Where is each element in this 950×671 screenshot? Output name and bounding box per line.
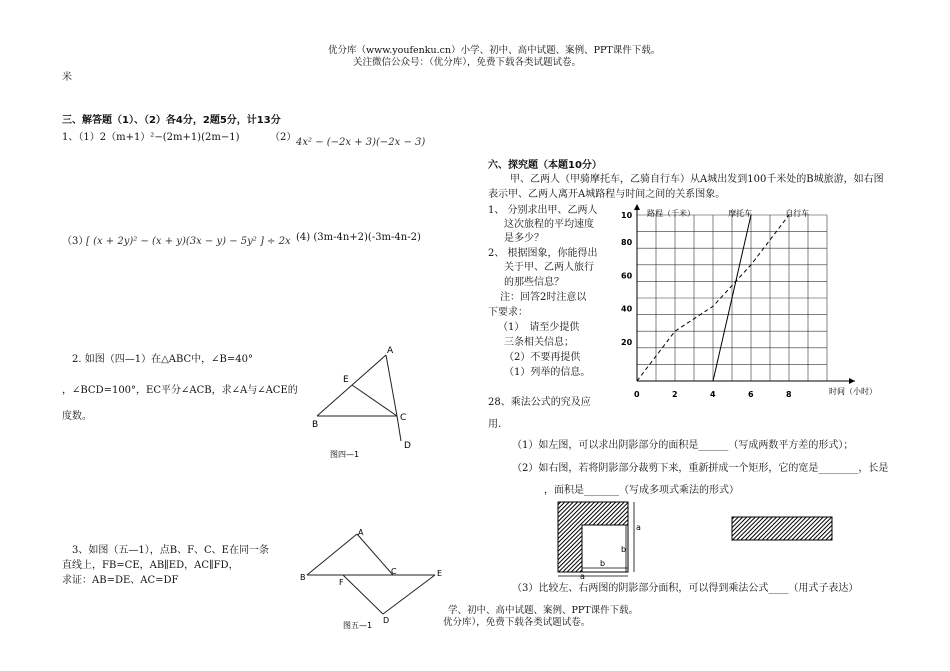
fig5-line-fd	[343, 575, 383, 614]
q3-line3: 求证：AB=DE、AC=DF	[62, 575, 179, 586]
q28-right-figure	[728, 514, 838, 546]
q2-line3: 度数。	[62, 411, 92, 422]
legend-motorcycle: 摩托车	[728, 209, 753, 218]
q28-line2: 用.	[488, 419, 502, 430]
s6-req1-b: 三条相关信息；	[504, 337, 574, 348]
q28-left-figure	[548, 497, 658, 579]
travel-chart	[610, 200, 877, 415]
fig4-label-c: C	[400, 413, 407, 423]
legend-bicycle: 自行车	[785, 209, 810, 218]
q1-part3-label: （3）	[62, 236, 89, 247]
s6-q2-b: 关于甲、乙两人旅行	[504, 262, 594, 273]
q1-part4: (4) (3m-4n+2)(-3m-4n-2)	[296, 232, 421, 243]
s6-req1-a: （1） 请至少提供	[498, 322, 580, 333]
footer-line-2: 优分库），免费下载各类试题试卷。	[443, 617, 591, 628]
fig4-label-b: B	[312, 420, 319, 430]
q1-part2-label: （2）	[270, 132, 297, 143]
s6-q1-a: 1、 分别求出甲、乙两人	[488, 205, 598, 216]
fig5-line-ed	[383, 575, 435, 614]
fig5-label-b: B	[300, 573, 306, 582]
x-tick-label: 2	[672, 390, 678, 399]
s6-note-a: 注：回答2时注意以	[500, 292, 587, 303]
x-tick-label: 4	[710, 390, 716, 399]
fig4-label-e: E	[343, 375, 349, 385]
fig4-label-a: A	[387, 346, 394, 356]
q1-part3-expr: [ (x + 2y)² − (x + y)(3x − y) − 5y² ] ÷ 2x	[86, 236, 291, 247]
y-tick-label: 40	[621, 304, 633, 314]
fig4-label-d: D	[404, 441, 411, 451]
q1-part1: 1、（1）2（m+1）²−(2m+1)(2m−1)	[62, 132, 240, 143]
footer-line-1: 学、初中、高中试题、案例、PPT课件下载。	[448, 605, 639, 616]
dim-b-label-h: b	[600, 559, 606, 568]
q28-p2: （2）如右图，若将阴影部分裁剪下来，重新拼成一个矩形，它的宽是________，长是	[512, 463, 889, 474]
x-axis-arrow	[849, 378, 855, 384]
y-axis-label: 路程（千米）	[647, 209, 695, 218]
q28-p3: （3）比较左、右两图的阴影部分面积，可以得到乘法公式____（用式子表达）	[512, 583, 859, 594]
q3-line1: 3、如图（五—1），点B、F、C、E在同一条	[72, 545, 269, 556]
dim-a-label-h: a	[580, 572, 585, 581]
figure-4-1	[300, 340, 420, 470]
x-tick-label: 0	[634, 390, 640, 399]
fig5-label-f: F	[339, 578, 344, 587]
q1-part2-expr: 4x² − (−2x + 3)(−2x − 3)	[296, 137, 426, 148]
top-fragment: 米	[62, 72, 72, 83]
section6-intro-1: 甲、乙两人（甲骑摩托车，乙骑自行车）从A城出发到100千米处的B城旅游，如右图	[510, 174, 884, 185]
x-tick-label: 8	[786, 390, 792, 399]
y-axis-arrow	[634, 204, 640, 210]
fig5-label-d: D	[383, 616, 390, 625]
q2-line1: 2. 如图（四—1）在△ABC中，∠B=40°	[72, 354, 254, 365]
x-tick-label: 6	[748, 390, 754, 399]
q2-line2: ，∠BCD=100°，EC平分∠ACB，求∠A与∠ACE的	[62, 385, 298, 396]
s6-req2-b: （1）列举的信息。	[504, 367, 591, 378]
fig4-line-ac	[386, 355, 397, 416]
s6-q1-c: 是多少？	[504, 233, 544, 244]
q28-p2b: ，面积是_______（写成多项式乘法的形式）	[544, 485, 739, 496]
s6-q1-b: 这次旅程的平均速度	[504, 219, 594, 230]
fig5-label-e: E	[437, 569, 443, 578]
section3-title: 三、解答题（1）、（2）各4分，2题5分，计13分	[62, 115, 281, 126]
fig5-label-c: C	[391, 567, 397, 576]
q28-p1: （1）如左图，可以求出阴影部分的面积是______（写成两数平方差的形式）；	[512, 440, 854, 451]
q3-line2: 直线上，FB=CE，AB∥ED，AC∥FD，	[62, 560, 239, 571]
fig5-caption: 图五—1	[343, 621, 373, 630]
fig4-line-ab	[317, 355, 386, 416]
header-line-2: 关注微信公众号：（优分库），免费下载各类试题试卷。	[353, 57, 582, 68]
fig4-line-ec	[352, 385, 397, 416]
fig5-label-a: A	[358, 528, 364, 537]
dim-a-label-v: a	[636, 523, 641, 532]
q28-line1: 28、乘法公式的究及应	[488, 397, 591, 408]
y-tick-label: 80	[621, 238, 633, 248]
s6-q2-c: 的那些信息？	[504, 277, 564, 288]
section6-title: 六、探究题（本题10分）	[488, 160, 602, 171]
s6-req2-a: （2）不要再提供	[504, 352, 581, 363]
fig5-line-ac	[357, 534, 393, 575]
y-tick-label: 60	[621, 271, 633, 281]
s6-note-b: 下要求：	[488, 307, 528, 318]
y-tick-label: 10	[621, 211, 633, 220]
fig4-caption: 图四—1	[330, 450, 360, 459]
right-rectangle-shaded	[732, 517, 832, 540]
s6-q2-a: 2、 根据图象，你能得出	[488, 248, 598, 259]
header-line-1: 优分库（www.youfenku.cn）小学、初中、高中试题、案例、PPT课件下载。	[328, 45, 661, 56]
section6-intro-2: 表示甲、乙两人离开A城路程与时间之间的关系图象。	[488, 189, 726, 200]
dim-b-label-v: b	[621, 545, 627, 554]
figure-5-1	[295, 522, 455, 632]
x-axis-label: 时间（小时）	[829, 387, 877, 396]
fig5-line-ab	[307, 534, 357, 575]
y-tick-label: 20	[621, 337, 633, 347]
